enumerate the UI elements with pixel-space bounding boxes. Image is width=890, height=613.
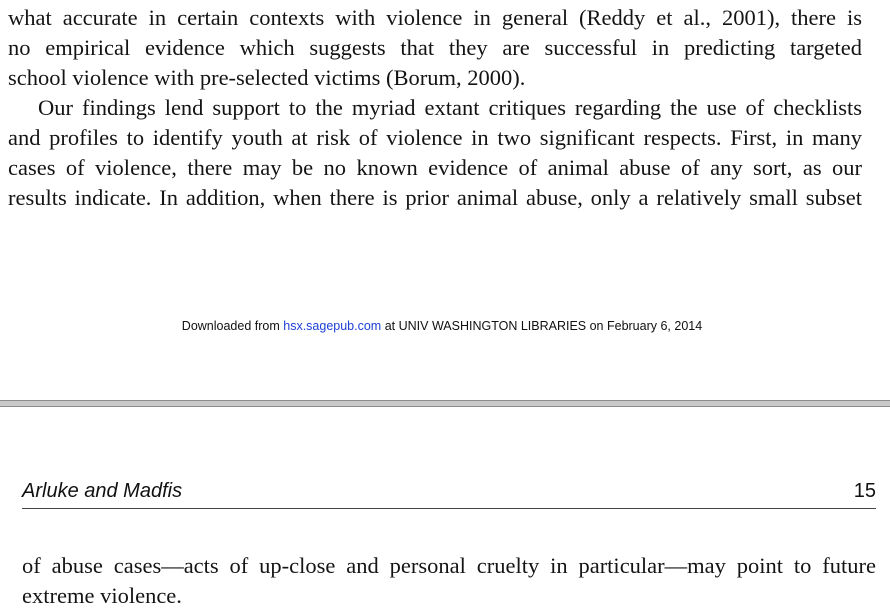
text-line: of abuse cases—acts of up-close and personal cruelty in particular—may point to future (22, 553, 876, 578)
download-notice-prefix: Downloaded from (181, 319, 284, 333)
source-link[interactable]: hsx.sagepub.com (283, 319, 382, 333)
text-line: school violence with pre-selected victims (Borum, 2000). (8, 65, 526, 90)
running-head (22, 480, 876, 509)
text-line: what accurate in certain contexts with violence in general (Reddy et al., 2001), there is (8, 5, 862, 30)
download-notice-suffix: at UNIV WASHINGTON LIBRARIES on February 6, 2014 (381, 319, 703, 333)
text-line: results indicate. In addition, when there is prior animal abuse, only a relatively small subset (8, 185, 862, 210)
text-line: Our findings lend support to the myriad extant critiques regarding the use of checklists (38, 95, 862, 120)
current-page (0, 407, 890, 613)
text-line: no empirical evidence which suggests that they are successful in predicting targeted (8, 35, 862, 60)
running-head-authors: Arluke and Madfis (22, 480, 183, 502)
body-text-bottom (22, 551, 876, 611)
page-separator (0, 400, 890, 407)
text-line: cases of violence, there may be no known evidence of animal abuse of any sort, as our (8, 155, 862, 180)
text-line: and profiles to identify youth at risk of violence in two significant respects. First, in many (8, 125, 862, 150)
text-line: extreme violence. (22, 583, 182, 608)
download-notice (0, 319, 884, 333)
page-number: 15 (853, 480, 876, 502)
body-text-top (8, 3, 862, 213)
